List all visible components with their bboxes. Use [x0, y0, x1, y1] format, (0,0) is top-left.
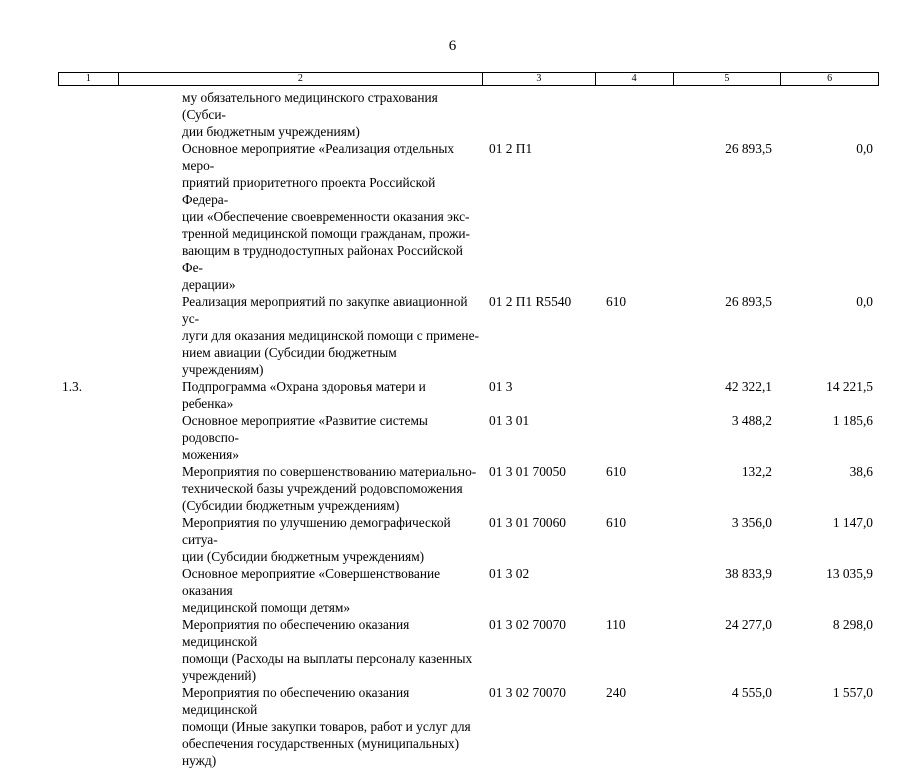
row-number: [58, 463, 118, 514]
row-name: Мероприятия по обеспечению оказания медицинской помощи (Расходы на выплаты персоналу казенных учреждений): [182, 617, 473, 683]
row-value-col5: 26 893,5: [725, 294, 772, 309]
table-row: [58, 616, 879, 684]
row-number: [58, 684, 118, 769]
row-name: Реализация мероприятий по закупке авиационной ус- луги для оказания медицинской помощи с примене- нием авиации (Субсидии бюджетным учреждениям): [182, 294, 479, 377]
row-value-col6: 13 035,9: [826, 566, 873, 581]
row-expense-type: [596, 89, 674, 140]
row-expense-type: [596, 140, 674, 293]
row-name: Подпрограмма «Охрана здоровья матери и ребенка»: [182, 379, 426, 411]
row-number: [58, 616, 118, 684]
row-value-col5: 132,2: [741, 464, 772, 479]
row-value-col6: 1 147,0: [832, 515, 873, 530]
row-number: [58, 140, 118, 293]
row-code: 01 2 П1: [489, 141, 533, 156]
row-expense-type: 610: [606, 294, 627, 309]
header-col-3: 3: [483, 73, 596, 85]
table-row: [58, 140, 879, 293]
header-col-6: 6: [827, 73, 833, 84]
row-name: Мероприятия по улучшению демографической ситуа- ции (Субсидии бюджетным учреждениям): [182, 515, 451, 564]
row-number: [58, 514, 118, 565]
row-value-col6: 38,6: [849, 464, 873, 479]
row-value-col6: 0,0: [856, 294, 873, 309]
row-value-col5: 3 356,0: [731, 515, 772, 530]
row-value-col5: 38 833,9: [725, 566, 772, 581]
row-value-col6: 1 557,0: [832, 685, 873, 700]
table-row: [58, 514, 879, 565]
row-value-col5: 42 322,1: [725, 379, 772, 394]
row-code: 01 3 02 70070: [489, 617, 566, 632]
row-number: 1.3.: [62, 379, 83, 394]
row-name: му обязательного медицинского страхования (Субси- дии бюджетным учреждениям): [182, 90, 438, 139]
row-code: 01 3 01 70060: [489, 515, 566, 530]
table-row: [58, 684, 879, 769]
row-name: Основное мероприятие «Совершенствование оказания медицинской помощи детям»: [182, 566, 441, 615]
table-header: [58, 72, 879, 86]
row-code: 01 2 П1 R5540: [489, 294, 572, 309]
row-expense-type: 610: [606, 464, 627, 479]
row-value-col5: 3 488,2: [731, 413, 772, 428]
header-col-1: 1: [59, 73, 119, 85]
row-value-col5: 24 277,0: [725, 617, 772, 632]
row-code: 01 3 02: [489, 566, 530, 581]
table-row: [58, 412, 879, 463]
row-number: [58, 89, 118, 140]
row-number: [58, 293, 118, 378]
row-expense-type: 610: [606, 515, 627, 530]
row-number: [58, 412, 118, 463]
row-value-col6: [782, 89, 879, 140]
row-value-col6: 0,0: [856, 141, 873, 156]
page-number: 6: [448, 38, 457, 54]
row-name: Основное мероприятие «Реализация отдельных меро- приятий приоритетного проекта Российской Федера- ции «Обеспечение своевременности оказания экс- тренной медицинской помощи гражданам, прожи- вающим в труднодоступных районах Российской Фе- дерации»: [182, 141, 471, 292]
row-value-col5: 26 893,5: [725, 141, 772, 156]
row-number: [58, 565, 118, 616]
header-col-5: 5: [674, 73, 782, 85]
row-value-col5: [674, 89, 782, 140]
row-code: 01 3 01 70050: [489, 464, 566, 479]
row-value-col6: 1 185,6: [832, 413, 873, 428]
row-code: 01 3 02 70070: [489, 685, 566, 700]
header-col-4: 4: [596, 73, 674, 85]
table-row: [58, 565, 879, 616]
row-name: Основное мероприятие «Развитие системы родовспо- можения»: [182, 413, 428, 462]
row-name: Мероприятия по обеспечению оказания медицинской помощи (Иные закупки товаров, работ и услуг для обеспечения государственных (муниципальных) нужд): [182, 685, 471, 768]
row-code: 01 3: [489, 379, 513, 394]
table-row: [58, 89, 879, 140]
table-row: [58, 378, 879, 412]
row-code: [483, 89, 596, 140]
row-expense-type: [596, 565, 674, 616]
row-name: Мероприятия по совершенствованию материально- технической базы учреждений родовспоможения (Субсидии бюджетным учреждениям): [182, 464, 477, 513]
row-value-col5: 4 555,0: [731, 685, 772, 700]
row-code: 01 3 01: [489, 413, 530, 428]
row-expense-type: 240: [606, 685, 627, 700]
header-col-2: 2: [119, 73, 483, 85]
row-expense-type: [596, 412, 674, 463]
row-value-col6: 14 221,5: [826, 379, 873, 394]
row-value-col6: 8 298,0: [832, 617, 873, 632]
row-expense-type: [596, 378, 674, 412]
row-expense-type: 110: [606, 617, 626, 632]
table-row: [58, 463, 879, 514]
table-body: [58, 89, 879, 769]
table-row: [58, 293, 879, 378]
